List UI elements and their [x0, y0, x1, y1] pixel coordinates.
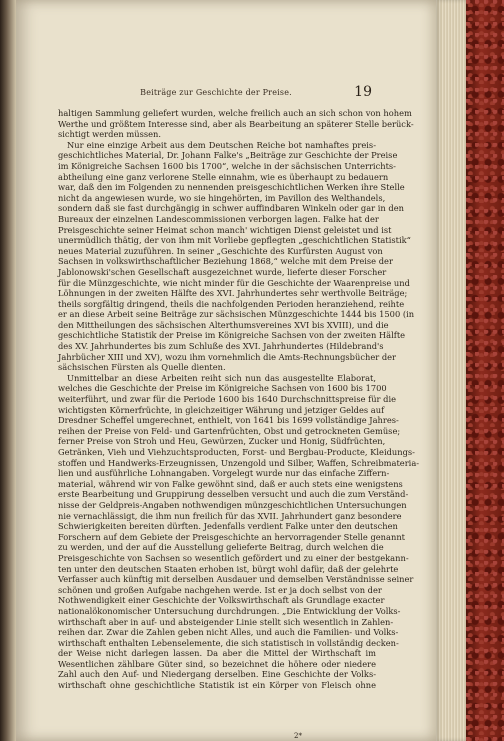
text-line: sichtigt werden müssen. — [58, 129, 161, 140]
signature-mark: 2* — [294, 732, 302, 740]
text-line: Jahrbücher XIII und XV), wozu ihm vornehmlich die Amts-Rechnungsbücher der — [58, 351, 397, 362]
page-stack-edge — [436, 0, 466, 741]
text-line: neues Material zuzuführen. In seiner „Geschichte des Kurfürsten August von — [58, 245, 383, 256]
text-line: Nur eine einzige Arbeit aus dem Deutschen Reiche bot namhaftes preis- — [67, 139, 376, 150]
text-line: unermüdlich thätig, der von ihm mit Vorliebe gepflegten „geschichtlichen Statistik“ — [58, 235, 411, 246]
text-line: abtheilung eine ganz verlorene Stelle einnahm, wie es überhaupt zu bedauern — [58, 171, 389, 182]
text-line: wirthschaft enthalten Lebenselemente, die sich statistisch in vollständig decken- — [58, 637, 399, 648]
text-line: Unmittelbar an diese Arbeiten reiht sich nun das ausgestellte Elaborat, — [67, 372, 376, 383]
text-line: Forschern auf dem Gebiete der Preisgeschichte an hervorragender Stelle genannt — [58, 531, 405, 542]
text-line: nie vernachlässigt, die ihm nun freilich für das XVII. Jahrhundert ganz besondere — [58, 510, 402, 521]
running-head: Beiträge zur Geschichte der Preise. — [140, 88, 292, 97]
text-line: Schwierigkeiten bereiten dürften. Jedenfalls verdient Falke unter den deutschen — [58, 521, 398, 532]
text-line: lien und ausführliche Lohnangaben. Vorgelegt wurde nur das einfache Ziffern- — [58, 468, 390, 479]
text-line: ten unter den deutschen Staaten erhoben ist, bürgt wohl dafür, daß der gelehrte — [58, 563, 399, 574]
text-line: Dresdner Scheffel umgerechnet, enthielt, von 1641 bis 1699 vollständige Jahres- — [58, 415, 399, 426]
text-line: stoffen und Handwerks-Erzeugnissen, Unzengold und Silber, Waffen, Schreibmateria- — [58, 457, 420, 468]
page-header — [60, 84, 372, 104]
text-line: für die Münzgeschichte, wie nicht minder für die Geschichte der Waarenpreise und — [58, 277, 410, 288]
text-line: sondern daß sie fast durchgängig in schwer auffindbaren Winkeln oder gar in den — [58, 203, 404, 214]
text-line: wirthschaft ohne geschichtliche Statistik ist ein Körper von Fleisch ohne — [58, 680, 376, 691]
text-line: welches die Geschichte der Preise im Königreiche Sachsen von 1600 bis 1700 — [58, 383, 387, 394]
text-line: der Weise nicht darlegen lassen. Da aber die Mittel der Wirthschaft im — [58, 648, 376, 659]
text-line: er an diese Arbeit seine Beiträge zur sächsischen Münzgeschichte 1444 bis 1500 (in — [58, 309, 415, 320]
text-line: reihen dar. Zwar die Zahlen geben nicht Alles, und auch die Familien- und Volks- — [58, 627, 399, 638]
text-line: sächsischen Fürsten als Quelle dienten. — [58, 362, 226, 373]
text-line: schönen und großen Aufgabe nachgehen werde. Ist er ja doch selbst von der — [58, 584, 382, 595]
text-line: Jablonowski'schen Gesellschaft ausgezeichnet wurde, lieferte dieser Forscher — [58, 266, 387, 277]
facing-page-edge — [0, 0, 16, 741]
text-line: Preisgeschichte seiner Heimat schon manch' wichtigen Dienst geleistet und ist — [58, 224, 392, 235]
text-line: war, daß den im Folgenden zu nennenden preisgeschichtlichen Werken ihre Stelle — [58, 182, 405, 193]
text-line: des XV. Jahrhundertes bis zum Schluße des XVI. Jahrhundertes (Hildebrand's — [58, 341, 384, 352]
text-line: Löhnungen in der zweiten Hälfte des XVI. Jahrhundertes sehr werthvolle Beiträge; — [58, 288, 408, 299]
text-line: theils sorgfältig dringend, theils die nachfolgenden Perioden heranziehend, reihte — [58, 298, 405, 309]
text-line: nisse der Geldpreis-Angaben nothwendigen münzgeschichtlichen Untersuchungen — [58, 499, 407, 510]
text-line: Preisgeschichte von Sachsen so wesentlich gefördert und zu einer der bestgekann- — [58, 552, 409, 563]
text-line: nationalökonomischer Untersuchung durchdrungen. „Die Entwicklung der Volks- — [58, 605, 401, 616]
text-line: Sachsen in volkswirthschaftlicher Beziehung 1868,“ welche mit dem Preise der — [58, 256, 393, 267]
text-line: den Mittheilungen des sächsischen Alterthumsvereines XVI bis XVIII), und die — [58, 319, 389, 330]
page-number: 19 — [354, 84, 372, 100]
text-line: Bureaux der einzelnen Landescommissionen verborgen lagen. Falke hat der — [58, 213, 379, 224]
text-line: material, während wir von Falke gewöhnt sind, daß er auch stets eine wenigstens — [58, 478, 403, 489]
text-line: Verfasser auch künftig mit derselben Ausdauer und demselben Verständnisse seiner — [58, 574, 414, 585]
text-line: Nothwendigkeit einer Geschichte der Volkswirthschaft als Grundlage exacter — [58, 595, 385, 606]
text-line: Wesentlichen zählbare Güter sind, so bezeichnet die höhere oder niedere — [58, 658, 376, 669]
text-line: geschichtliche Statistik der Preise im Königreiche Sachsen von der zweiten Hälfte — [58, 330, 406, 341]
text-line: Zahl auch den Auf- und Niedergang derselben. Eine Geschichte der Volks- — [58, 669, 376, 680]
text-line: wichtigsten Körnerfrüchte, in gleichzeitiger Währung und jetziger Geldes auf — [58, 404, 385, 415]
text-line: Getränken, Vieh und Viehzuchtsproducten, Forst- und Bergbau-Producte, Kleidungs- — [58, 447, 415, 457]
body-text — [58, 108, 420, 691]
text-line: Werthe und größtem Interesse sind, aber als Bearbeitung an späterer Stelle berück- — [58, 118, 414, 129]
text-line: reihen der Preise von Feld- und Gartenfrüchten, Obst und getrockneten Gemüse; — [58, 425, 401, 436]
text-line: erste Bearbeitung und Gruppirung desselben versucht und auch die zum Verständ- — [58, 489, 409, 500]
text-line: weiterführt, und zwar für die Periode 1600 bis 1640 Durchschnittspreise für die — [58, 394, 397, 405]
text-line: nicht da angewiesen wurde, wo sie hingehörten, im Pavillon des Welthandels, — [58, 192, 386, 203]
text-line: haltigen Sammlung geliefert wurden, welche freilich auch an sich schon von hohem — [58, 108, 412, 118]
text-line: geschichtliches Material, Dr. Johann Falke's „Beiträge zur Geschichte der Preise — [58, 150, 398, 161]
text-line: im Königreiche Sachsen 1600 bis 1700“, welche in der sächsischen Unterrichts- — [58, 160, 396, 171]
text-line: ferner Preise von Stroh und Heu, Gewürzen, Zucker und Honig, Südfrüchten, — [58, 436, 386, 447]
marbled-cover-edge — [466, 0, 504, 741]
text-line: wirthschaft aber in auf- und absteigender Linie stellt sich wesentlich in Zahlen- — [58, 616, 394, 627]
text-line: zu werden, und der auf die Ausstellung gelieferte Beitrag, durch welchen die — [58, 542, 384, 553]
